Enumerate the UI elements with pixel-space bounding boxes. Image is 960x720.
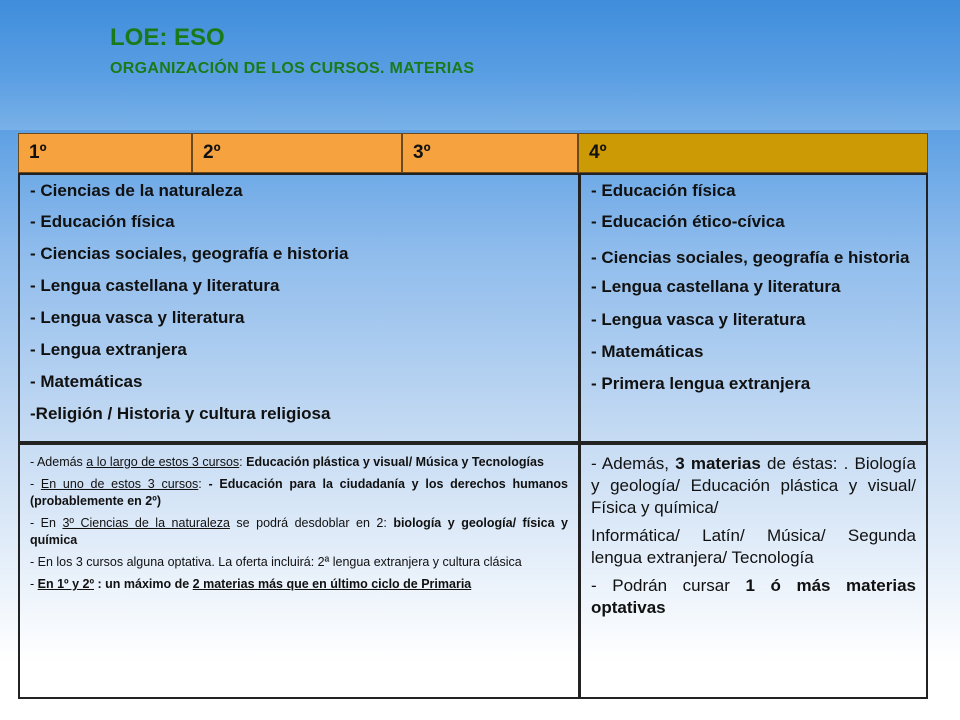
note-text: : [198,477,209,491]
common-subjects-4-cell [579,173,928,443]
note-text: - [30,477,41,491]
note-bold: Educación plástica y visual/ Música y Tecnologías [246,455,544,469]
common-subjects-1-3-cell [18,173,579,443]
note-text: - Podrán cursar [591,576,746,595]
note-bold: biología y geología/ física y química [30,516,568,547]
list-item: -Religión / Historia y cultura religiosa [30,404,331,423]
note-emphasis: En uno de estos 3 cursos [40,477,199,491]
list-item: - Lengua extranjera [30,340,187,359]
note-bold: - Educación para la ciudadanía y los derechos humanos (probablemente en 2º) [30,477,569,508]
note-emphasis: 3º Ciencias de la naturaleza [62,516,230,530]
note-optional-subjects [591,575,916,619]
list-item: - Ciencias sociales, geografía e historia [591,248,910,267]
notes-1-3-cell [18,443,579,699]
note-subject-options: Informática/ Latín/ Música/ Segunda lengua extranjera/ Tecnología [591,526,916,567]
note-bold: 1 ó más materias optativas [591,576,916,617]
note-text: - En [30,516,63,530]
tab-course-1: 1º [18,133,192,173]
list-item: - Lengua castellana y literatura [30,276,280,295]
note-bold: : un máximo de [94,577,193,591]
note-text: de éstas: . Biología y geología/ Educación plástica y visual/ Física y química/ [591,454,916,517]
list-item: - Matemáticas [30,372,143,391]
note-text: se podrá desdoblar en 2: [229,516,394,530]
note-text: - [30,455,37,469]
list-item: - Educación física [591,181,736,200]
tab-course-2: 2º [192,133,402,173]
list-item: - Matemáticas [591,342,704,361]
slide-subtitle: ORGANIZACIÓN DE LOS CURSOS. MATERIAS [110,60,475,77]
note-emphasis: 2 materias más que en último ciclo de Primaria [192,577,472,591]
note-emphasis: a lo largo de estos 3 cursos [86,455,240,469]
tab-course-4: 4º [578,133,928,173]
common-subjects-1-3-list [30,181,578,424]
note-max-subjects [30,576,568,593]
note-three-subjects [591,453,916,519]
list-item: - Ciencias sociales, geografía e historia [30,244,349,263]
notes-4-cell [579,443,928,699]
note-text: - [30,577,38,591]
list-item: - Lengua vasca y literatura [591,310,806,329]
note-text: Además [36,455,87,469]
note-text: - Además, [591,454,676,473]
list-item: - Lengua castellana y literatura [591,277,841,296]
note-bold: 3 materias [675,454,761,473]
list-item: - Educación ético-cívica [591,212,785,231]
list-item: - Primera lengua extranjera [591,374,811,393]
note-text: : [239,455,247,469]
tab-course-3: 3º [402,133,578,173]
note-emphasis: En 1º y 2º [37,577,95,591]
list-item: - Educación física [30,212,175,231]
common-subjects-4-list [591,181,916,394]
note-one-course [30,476,568,510]
note-optional-offer: - En los 3 cursos alguna optativa. La oferta incluirá: 2ª lengua extranjera y cultura clásica [30,555,522,569]
note-optional-across-courses [30,454,568,471]
list-item: - Lengua vasca y literatura [30,308,245,327]
list-item: - Ciencias de la naturaleza [30,181,243,200]
slide-title: LOE: ESO [110,24,225,51]
note-3rd-science-split [30,515,568,549]
course-tabs [18,133,928,173]
